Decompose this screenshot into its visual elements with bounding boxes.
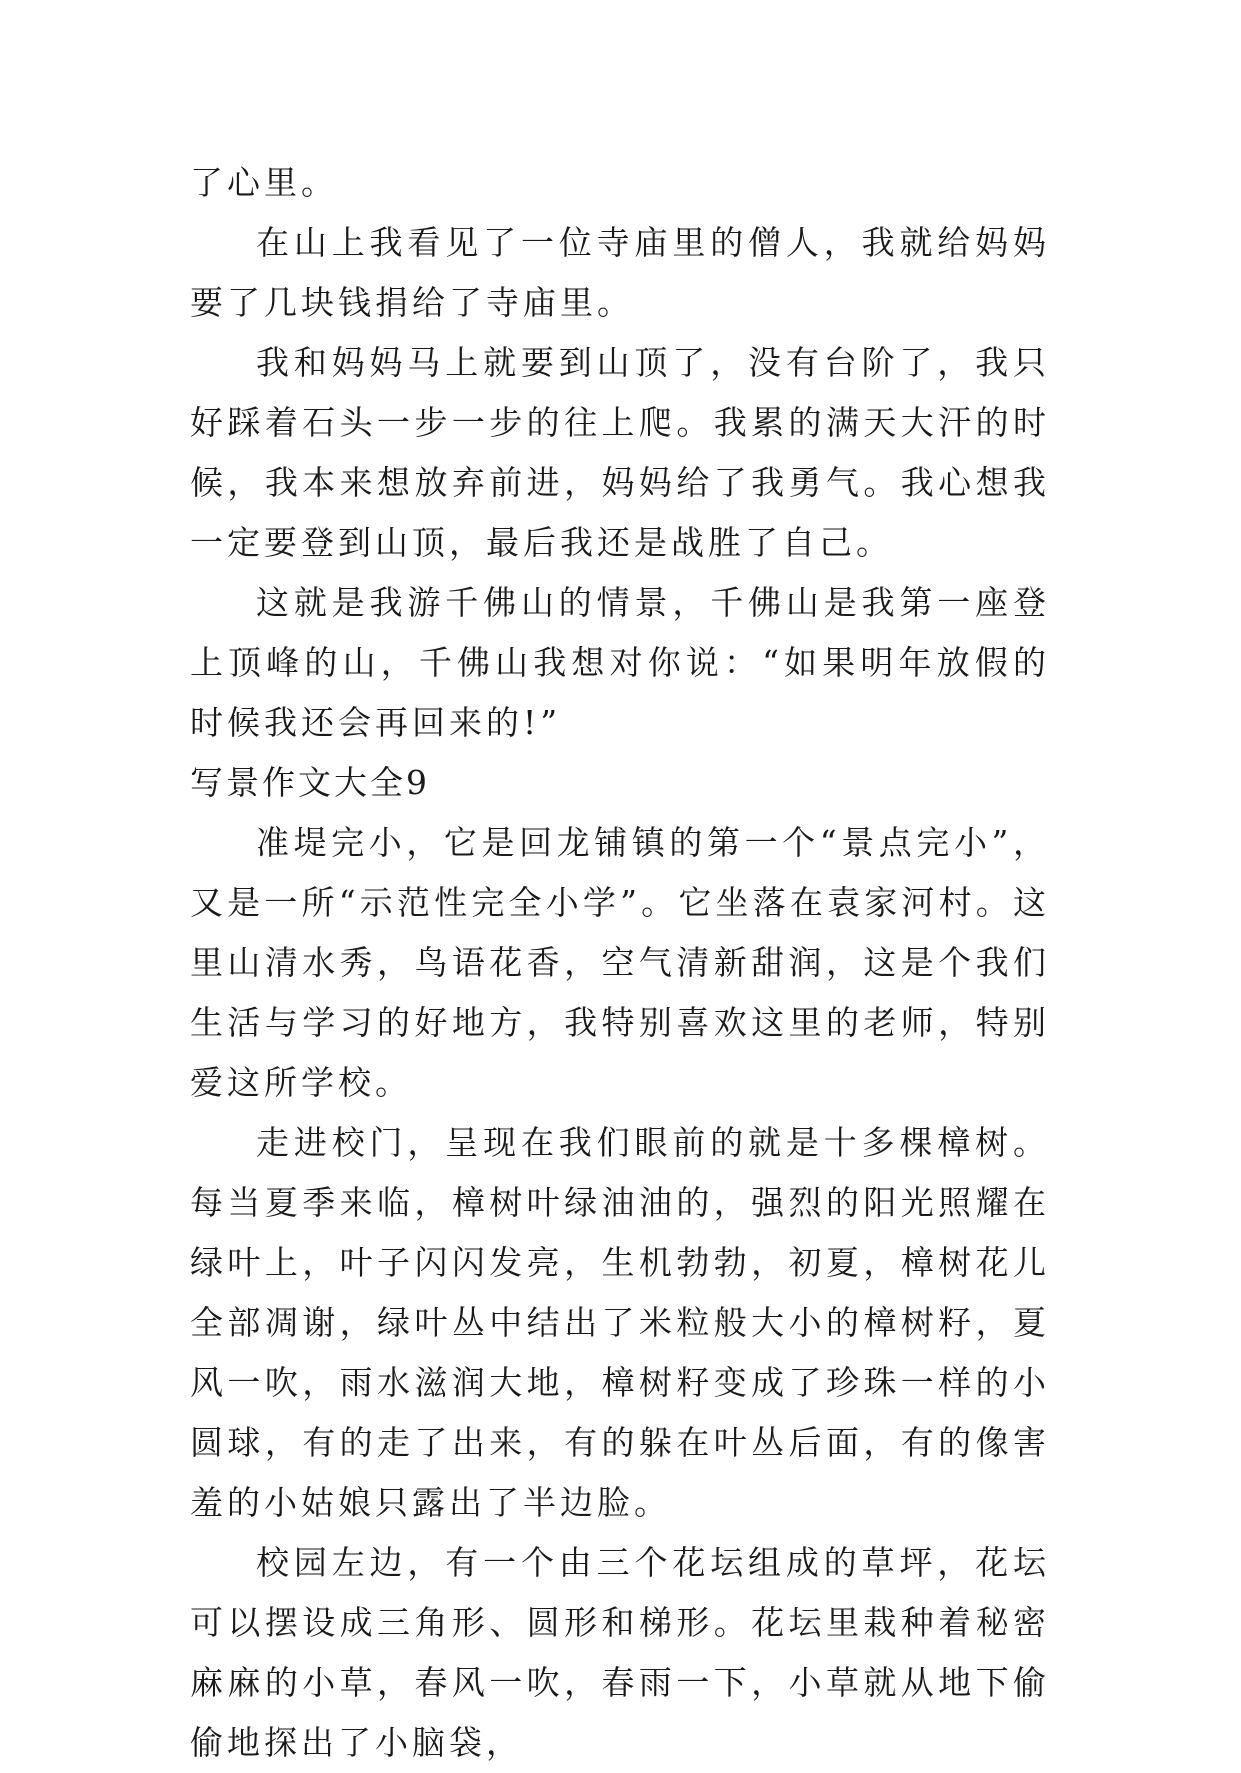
paragraph-school-intro: 准堤完小，它是回龙铺镇的第一个“景点完小”，又是一所“示范性完全小学”。它坐落在袁家河村。这里山清水秀，鸟语花香，空气清新甜润，这是个我们生活与学习的好地方，我特别喜欢这里的老师，特别爱这所学校。 <box>190 823 1050 1102</box>
paragraph-temple-monk: 在山上我看见了一位寺庙里的僧人，我就给妈妈要了几块钱捐给了寺庙里。 <box>190 223 1050 322</box>
paragraph-camphor-trees: 走进校门，呈现在我们眼前的就是十多棵樟树。每当夏季来临，樟树叶绿油油的，强烈的阳光照耀在绿叶上，叶子闪闪发亮，生机勃勃，初夏，樟树花儿全部凋谢，绿叶丛中结出了米粒般大小的樟树籽，夏风一吹，雨水滋润大地，樟树籽变成了珍珠一样的小圆球，有的走了出来，有的躲在叶丛后面，有的像害羞的小姑娘只露出了半边脸。 <box>190 1123 1050 1522</box>
paragraph-flower-beds: 校园左边，有一个由三个花坛组成的草坪，花坛可以摆设成三角形、圆形和梯形。花坛里栽种着秘密麻麻的小草，春风一吹，春雨一下，小草就从地下偷偷地探出了小脑袋， <box>190 1543 1050 1762</box>
paragraph-summit: 这就是我游千佛山的情景，千佛山是我第一座登上顶峰的山，千佛山我想对你说：“如果明年放假的时候我还会再回来的!” <box>190 583 1050 742</box>
document-body <box>190 153 1050 1773</box>
paragraph-continuation: 了心里。 <box>190 163 338 202</box>
section-heading: 写景作文大全9 <box>190 763 430 802</box>
paragraph-climbing: 我和妈妈马上就要到山顶了，没有台阶了，我只好踩着石头一步一步的往上爬。我累的满天大汗的时候，我本来想放弃前进，妈妈给了我勇气。我心想我一定要登到山顶，最后我还是战胜了自己。 <box>190 343 1050 562</box>
